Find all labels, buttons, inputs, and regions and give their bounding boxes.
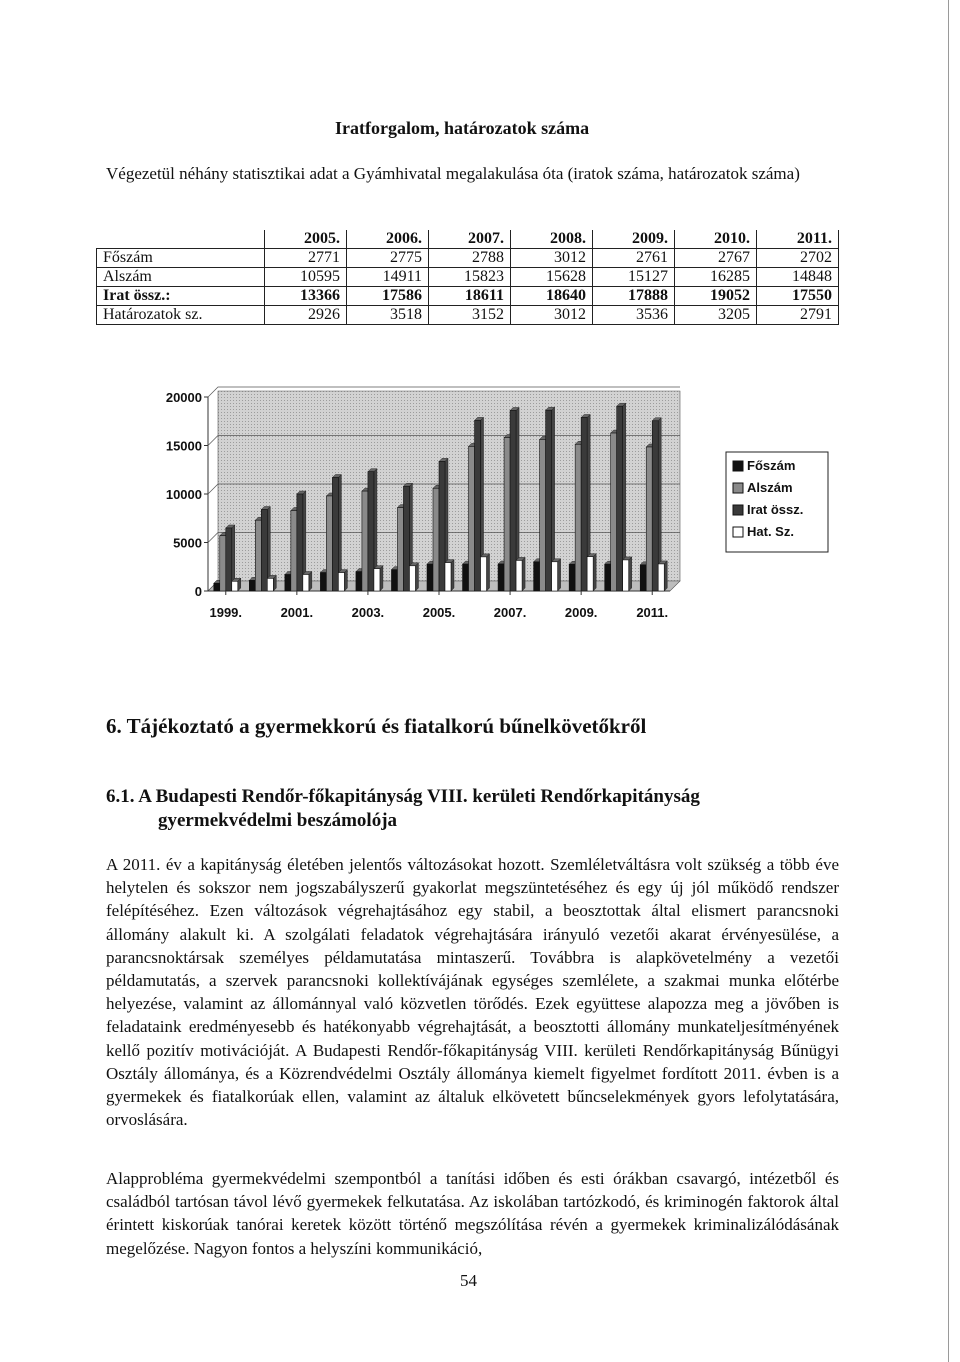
- row-label: Alszám: [97, 268, 265, 287]
- bar: [540, 439, 546, 591]
- table-row: [97, 268, 839, 287]
- table-cell: 17888: [593, 287, 675, 306]
- bar-side: [309, 572, 312, 591]
- table-row: [97, 287, 839, 306]
- bar: [297, 494, 303, 591]
- bar-side: [344, 570, 347, 591]
- table-cell: 10595: [265, 268, 347, 287]
- table-cell: 18640: [511, 287, 593, 306]
- y-tick-label: 0: [194, 584, 202, 599]
- bar: [623, 560, 629, 591]
- bar-side: [629, 557, 632, 591]
- y-tick-label: 5000: [173, 535, 202, 551]
- bar: [504, 438, 510, 591]
- bar-chart: [140, 385, 830, 635]
- table-cell: 2926: [265, 306, 347, 325]
- table-header-cell: 2007.: [429, 230, 511, 249]
- bar: [267, 578, 273, 591]
- bar: [303, 575, 309, 591]
- bar: [534, 562, 540, 591]
- legend-label: Irat össz.: [747, 502, 804, 517]
- bar-chart-svg: [140, 385, 830, 635]
- table-cell: 19052: [675, 287, 757, 306]
- bar: [658, 564, 664, 591]
- x-tick-label: 2007.: [493, 605, 527, 620]
- bar: [226, 528, 232, 591]
- legend-swatch: [733, 461, 743, 471]
- table-cell: 15127: [593, 268, 675, 287]
- table-cell: 3536: [593, 306, 675, 325]
- bar: [427, 564, 433, 591]
- table-cell: 3012: [511, 306, 593, 325]
- bar: [617, 406, 623, 591]
- bar: [232, 581, 238, 591]
- table-cell: 14848: [757, 268, 839, 287]
- x-tick-label: 2003.: [351, 605, 385, 620]
- legend-label: Főszám: [747, 458, 796, 473]
- x-tick-label: 2009.: [564, 605, 598, 620]
- legend-swatch: [733, 483, 743, 493]
- table-row: [97, 306, 839, 325]
- bar: [403, 486, 409, 591]
- bar: [587, 557, 593, 591]
- table-cell: 15628: [511, 268, 593, 287]
- bar: [575, 444, 581, 591]
- row-label: Határozatok sz.: [97, 306, 265, 325]
- row-label: Irat össz.:: [97, 287, 265, 306]
- bar: [552, 562, 558, 591]
- bar-side: [522, 557, 525, 591]
- table-cell: 3012: [511, 249, 593, 268]
- bar: [320, 573, 326, 591]
- table-header-cell: 2010.: [675, 230, 757, 249]
- bar: [469, 446, 475, 591]
- table-cell: 2788: [429, 249, 511, 268]
- table-cell: 2791: [757, 306, 839, 325]
- bar: [409, 566, 415, 591]
- bar: [652, 421, 658, 591]
- table-header-cell: 2009.: [593, 230, 675, 249]
- page-edge-rule: [948, 0, 949, 1362]
- row-label: Főszám: [97, 249, 265, 268]
- bar: [261, 510, 267, 591]
- x-tick-label: 2005.: [422, 605, 456, 620]
- bar: [433, 488, 439, 591]
- heading-6-1-line1: 6.1. A Budapesti Rendőr-főkapitányság VIII. kerületi Rendőrkapitányság: [106, 786, 700, 807]
- y-tick-label: 15000: [165, 438, 202, 454]
- bar-side: [664, 561, 667, 591]
- bar: [374, 569, 380, 591]
- table-row: [97, 249, 839, 268]
- table-cell: 2767: [675, 249, 757, 268]
- table-cell: 15823: [429, 268, 511, 287]
- bar: [611, 433, 617, 591]
- bar-side: [415, 563, 418, 591]
- bar: [338, 573, 344, 591]
- intro-text: Végezetül néhány statisztikai adat a Gyámhivatal megalakulása óta (iratok száma, határozatok száma): [106, 164, 800, 183]
- y-tick-label: 10000: [165, 487, 202, 502]
- bar-side: [487, 554, 490, 591]
- bar: [569, 564, 575, 591]
- table-cell: 2771: [265, 249, 347, 268]
- heading-6-1: [106, 785, 866, 833]
- bar: [481, 557, 487, 591]
- table-cell: 17550: [757, 287, 839, 306]
- table-corner-cell: [97, 230, 265, 249]
- legend-label: Hat. Sz.: [747, 524, 794, 539]
- table-cell: 3205: [675, 306, 757, 325]
- x-tick-label: 2001.: [280, 605, 314, 620]
- bar-side: [593, 554, 596, 591]
- bar: [439, 461, 445, 591]
- y-tick-label: 20000: [165, 390, 202, 405]
- legend-swatch: [733, 527, 743, 537]
- bar: [646, 447, 652, 591]
- table-cell: 2702: [757, 249, 839, 268]
- legend-label: Alszám: [747, 480, 793, 495]
- heading-6: 6. Tájékoztató a gyermekkorú és fiatalkorú bűnelkövetőkről: [106, 714, 647, 738]
- bar: [546, 410, 552, 591]
- x-tick-label: 2011.: [636, 605, 669, 620]
- bar: [510, 410, 516, 591]
- table-header-cell: 2008.: [511, 230, 593, 249]
- bar: [498, 564, 504, 591]
- bar: [463, 564, 469, 591]
- bar: [475, 420, 481, 591]
- bar-side: [451, 560, 454, 591]
- bar-side: [558, 559, 561, 591]
- page-number: 54: [460, 1271, 477, 1290]
- bar: [356, 572, 362, 591]
- bar: [326, 496, 332, 591]
- table-cell: 3518: [347, 306, 429, 325]
- table-cell: 17586: [347, 287, 429, 306]
- bar: [249, 580, 255, 591]
- bar: [368, 472, 374, 591]
- table-header-cell: 2011.: [757, 230, 839, 249]
- bar: [397, 508, 403, 591]
- bar: [445, 563, 451, 591]
- bar: [332, 478, 338, 591]
- bar: [640, 565, 646, 591]
- bar: [255, 520, 261, 591]
- bar: [285, 575, 291, 591]
- bar: [291, 510, 297, 591]
- heading-6-1-line2: gyermekvédelmi beszámolója: [158, 810, 398, 831]
- table-cell: 16285: [675, 268, 757, 287]
- section-title: Iratforgalom, határozatok száma: [335, 118, 590, 138]
- table-cell: 2761: [593, 249, 675, 268]
- bar: [581, 417, 587, 591]
- bar: [220, 536, 226, 591]
- table-header-cell: 2006.: [347, 230, 429, 249]
- bar-side: [380, 566, 383, 591]
- table-header-cell: 2005.: [265, 230, 347, 249]
- table-cell: 13366: [265, 287, 347, 306]
- bar: [605, 564, 611, 591]
- bar: [214, 583, 220, 591]
- table-cell: 18611: [429, 287, 511, 306]
- paragraph-1: A 2011. év a kapitányság életében jelentős változásokat hozott. Szemléletváltásra volt szükség a több éve helytelen és sokszor nem jogszabályszerű gyakorlat megszüntetéséhez és egy új jól működő rendszer felépítéséhez. Ezen változások végrehajtásához egy stabil, a beosztottak által elismert parancsnoki állomány alakult ki. A szolgálati feladatok végrehajtására irányuló vezetői akarat érvényesülése, a parancsnoktársak személyes példamutatása mintaszerű. Továbbra is alapkövetelmény a vezetői példamutatás, a szervek parancsnoki kollektívájának egységes szemlélete, a szakmai munka előtérbe helyezése, valamint az állománnyal való közvetlen törődés. Ezek együttese alapozza meg a jövőben is feladataink eredményesebb és hatékonyabb végrehajtását, a beosztotti állomány munkateljesítményének kellő pozitív motivációját. A Budapesti Rendőr-főkapitányság VIII. kerületi Rendőrkapitányság Bűnügyi Osztály állománya, és a Közrendvédelmi Osztály állománya kiemelt figyelmet fordított 2011. évben is a gyermekek és fiatalkorúak ellen, valamint az általuk elkövetett bűncselekmények gyors lefolytatására, orvoslására.: [106, 855, 839, 1130]
- bar: [391, 570, 397, 591]
- table-header-row: [97, 230, 839, 249]
- table-cell: 2775: [347, 249, 429, 268]
- table-cell: 14911: [347, 268, 429, 287]
- bar: [362, 491, 368, 591]
- legend-swatch: [733, 505, 743, 515]
- statistics-table: [96, 230, 839, 325]
- bar: [516, 560, 522, 591]
- x-tick-label: 1999.: [209, 605, 243, 620]
- table-cell: 3152: [429, 306, 511, 325]
- paragraph-2: Alapprobléma gyermekvédelmi szempontból a tanítási időben és esti órákban csavargó, intézetből és családból tartósan távol lévő gyermekek felkutatása. Az iskolában tartózkodó, és kriminogén faktorok által érintett kiskorúak tanórai keretek között történő megszólítása révén a gyermekek kriminalizálódásának megelőzése. Nagyon fontos a helyszíni kommunikáció,: [106, 1169, 839, 1258]
